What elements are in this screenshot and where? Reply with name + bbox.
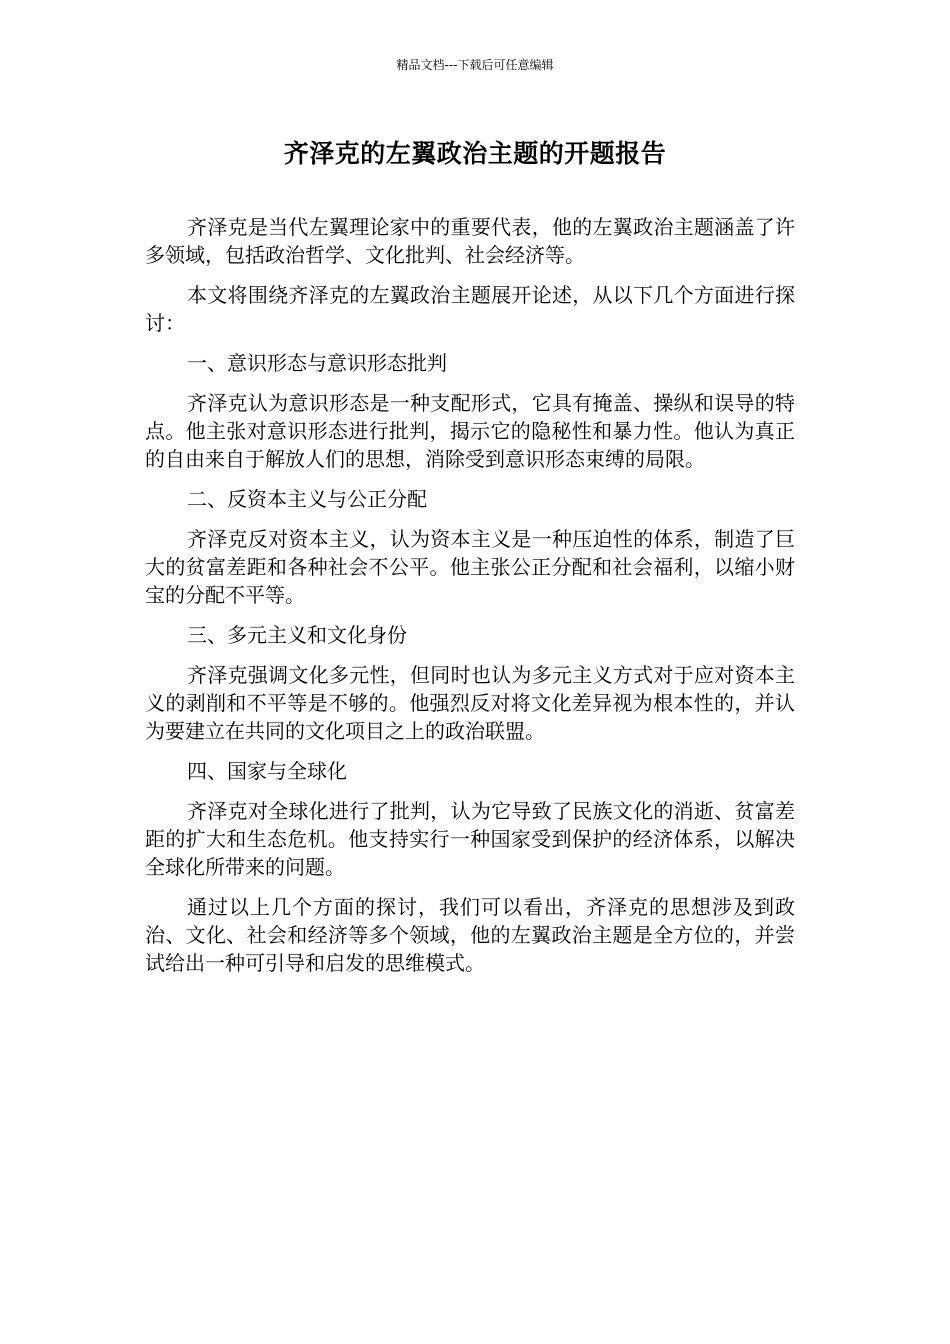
page-header: 精品文档---下载后可任意编辑	[396, 58, 554, 72]
paragraph-anticapitalism: 齐泽克反对资本主义，认为资本主义是一种压迫性的体系，制造了巨大的贫富差距和各种社会不公平。他主张公正分配和社会福利，以缩小财宝的分配不平等。	[145, 527, 795, 607]
document-body	[145, 213, 795, 989]
section-heading-ideology: 一、意识形态与意识形态批判	[187, 351, 447, 375]
document-title: 齐泽克的左翼政治主题的开题报告	[283, 139, 667, 168]
section-heading-pluralism: 三、多元主义和文化身份	[187, 623, 407, 647]
paragraph-outline: 本文将围绕齐泽克的左翼政治主题展开论述，从以下几个方面进行探讨：	[145, 283, 795, 335]
paragraph-ideology: 齐泽克认为意识形态是一种支配形式，它具有掩盖、操纵和误导的特点。他主张对意识形态进行批判，揭示它的隐秘性和暴力性。他认为真正的自由来自于解放人们的思想，消除受到意识形态束缚的局限。	[145, 391, 795, 471]
paragraph-pluralism: 齐泽克强调文化多元性，但同时也认为多元主义方式对于应对资本主义的剥削和不平等是不够的。他强烈反对将文化差异视为根本性的，并认为要建立在共同的文化项目之上的政治联盟。	[145, 663, 795, 743]
section-heading-globalization: 四、国家与全球化	[187, 759, 347, 783]
section-heading-anticapitalism: 二、反资本主义与公正分配	[187, 487, 427, 511]
paragraph-globalization: 齐泽克对全球化进行了批判，认为它导致了民族文化的消逝、贫富差距的扩大和生态危机。他支持实行一种国家受到保护的经济体系，以解决全球化所带来的问题。	[145, 799, 795, 879]
paragraph-conclusion: 通过以上几个方面的探讨，我们可以看出，齐泽克的思想涉及到政治、文化、社会和经济等多个领域，他的左翼政治主题是全方位的，并尝试给出一种可引导和启发的思维模式。	[145, 895, 795, 975]
paragraph-intro: 齐泽克是当代左翼理论家中的重要代表，他的左翼政治主题涵盖了许多领域，包括政治哲学、文化批判、社会经济等。	[145, 215, 795, 267]
